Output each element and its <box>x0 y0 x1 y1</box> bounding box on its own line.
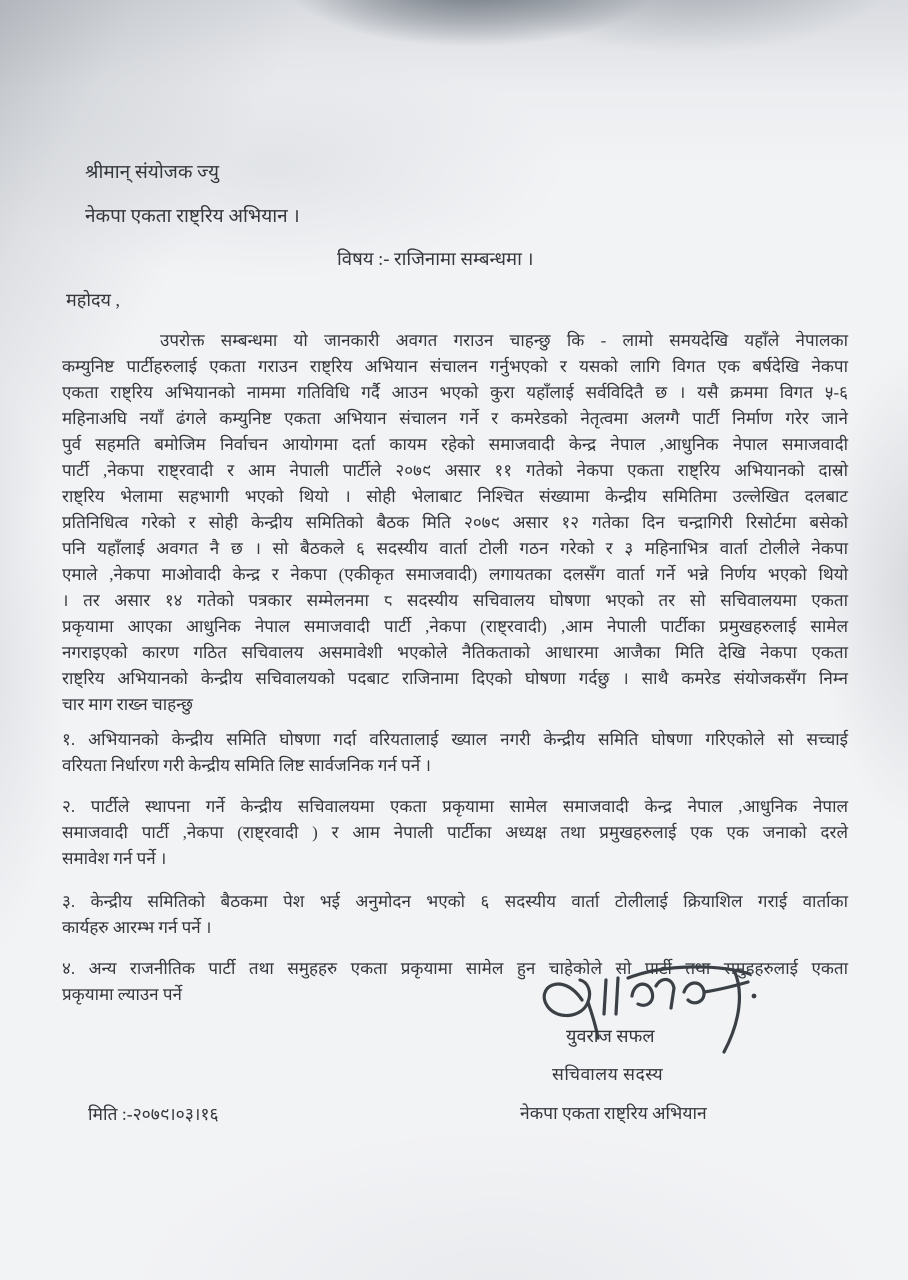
text-line: उपरोक्त सम्बन्धमा यो जानकारी अवगत गराउन चाहन्छु कि - लामो समयदेखि यहाँले नेपालका <box>160 331 848 350</box>
text-line: कम्युनिष्ट पार्टीहरुलाई एकता गराउन राष्ट्रिय अभियान संचालन गर्नुभएको र यसको लागि विगत एक बर्षदेखि नेकपा <box>62 357 848 376</box>
text-line: प्रतिनिधित्व गरेको र सोही केन्द्रीय समितिको बैठक मिति २०७९ असार १२ गतेका दिन चन्द्रागिरी रिसोर्टमा बसेको <box>62 513 848 532</box>
text-line: पार्टी ,नेकपा राष्ट्रवादी र आम नेपाली पार्टीले २०७९ असार ११ गतेको नेकपा एकता राष्ट्रिय अभियानको दास्रो <box>62 461 848 480</box>
text-line: एकता राष्ट्रिय अभियानको नाममा गतिविधि गर्दै आउन भएको कुरा यहाँलाई सर्वविदितै छ । यसै क्रममा विगत ५-६ <box>62 383 848 402</box>
text-line: नगराइएको कारण गठित सचिवालय असमावेशी भएकोले नैतिकताको आधारमा आजैका मिति देखि नेकपा एकता <box>62 643 848 662</box>
text-line: वरियता निर्धारण गरी केन्द्रीय समिति लिष्ट सार्वजनिक गर्न पर्ने । <box>62 756 431 775</box>
text-line: ३. केन्द्रीय समितिको बैठकमा पेश भई अनुमोदन भएको ६ सदस्यीय वार्ता टोलीलाई क्रियाशिल गराई वार्ताका <box>62 892 848 911</box>
text-line: राष्ट्रिय अभियानको केन्द्रीय सचिवालयको पदबाट राजिनामा दिएको घोषणा गर्दछु । साथै कमरेड संयोजकसँग निम्न <box>62 669 848 688</box>
text-line: प्रकृयामा ल्याउन पर्ने <box>62 985 182 1004</box>
salutation: महोदय , <box>66 290 120 310</box>
signatory-organization: नेकपा एकता राष्ट्रिय अभियान <box>520 1103 707 1123</box>
text-line: ४. अन्य राजनीतिक पार्टी तथा समुहहरु एकता प्रकृयामा सामेल हुन चाहेकोले सो पार्टी तथा समुहहरुलाई एकता <box>62 959 848 978</box>
signatory-name: युवराज सफल <box>566 1026 655 1046</box>
text-line: पुर्व सहमति बमोजिम निर्वाचन आयोगमा दर्ता कायम रहेको समाजवादी केन्द्र नेपाल ,आधुनिक नेपाल समाजवादी <box>62 435 848 454</box>
signatory-role: सचिवालय सदस्य <box>552 1064 664 1084</box>
text-line: राष्ट्रिय भेलामा सहभागी भएको थियो । सोही भेलाबाट निश्चित संख्यामा केन्द्रीय समितिमा उल्लेखित दलबाट <box>62 487 848 506</box>
text-line: । तर असार १४ गतेको पत्रकार सम्मेलनमा ८ सदस्यीय सचिवालय घोषणा भएको तर सो सचिवालयमा एकता <box>62 591 848 610</box>
text-line: समाजवादी पार्टी ,नेकपा (राष्ट्रवादी ) र आम नेपाली पार्टीका अध्यक्ष तथा प्रमुखहरुलाई एक एक जनाको दरले <box>62 823 848 842</box>
addressee-block <box>85 160 300 230</box>
text-line: १. अभियानको केन्द्रीय समिति घोषणा गर्दा वरियतालाई ख्याल नगरी केन्द्रीय समिति घोषणा गरिएकोले सो सच्चाई <box>62 730 848 749</box>
text-line: पनि यहाँलाई अवगत नै छ । सो बैठकले ६ सदस्यीय वार्ता टोली गठन गरेको र ३ महिनाभित्र वार्ता टोलीले नेकपा <box>62 539 848 558</box>
text-line: एमाले ,नेकपा माओवादी केन्द्र र नेकपा (एकीकृत समाजवादी) लगायतका दलसँग वार्ता गर्ने भन्ने निर्णय भएको थियो <box>62 565 848 584</box>
text-line: महिनाअघि नयाँ ढंगले कम्युनिष्ट एकता अभियान संचालन गर्ने र कमरेडको नेतृत्वमा अलग्गै पार्टी निर्माण गरेर जाने <box>62 409 848 428</box>
text-line: कार्यहरु आरम्भ गर्न पर्ने । <box>62 918 212 937</box>
addressee-title: श्रीमान् संयोजक ज्यु <box>85 162 220 183</box>
demand-item-2 <box>62 794 848 872</box>
subject-line: विषय :- राजिनामा सम्बन्धमा । <box>337 250 534 270</box>
date-line: मिति :-२०७९।०३।१६ <box>88 1104 219 1124</box>
text-line: समावेश गर्न पर्ने । <box>62 849 167 868</box>
demand-item-1 <box>62 727 848 779</box>
demand-item-3 <box>62 889 848 941</box>
text-line: २. पार्टीले स्थापना गर्ने केन्द्रीय सचिवालयमा एकता प्रकृयामा सामेल समाजवादी केन्द्र नेपाल ,आधुनिक नेपाल <box>62 797 848 816</box>
text-line: प्रकृयामा आएका आधुनिक नेपाल समाजवादी पार्टी ,नेकपा (राष्ट्रवादी) ,आम नेपाली पार्टीका प्रमुखहरुलाई सामेल <box>62 617 848 636</box>
letter-body <box>62 328 848 718</box>
text-line: चार माग राख्न चाहन्छु <box>62 695 193 714</box>
addressee-organization: नेकपा एकता राष्ट्रिय अभियान । <box>85 206 300 227</box>
